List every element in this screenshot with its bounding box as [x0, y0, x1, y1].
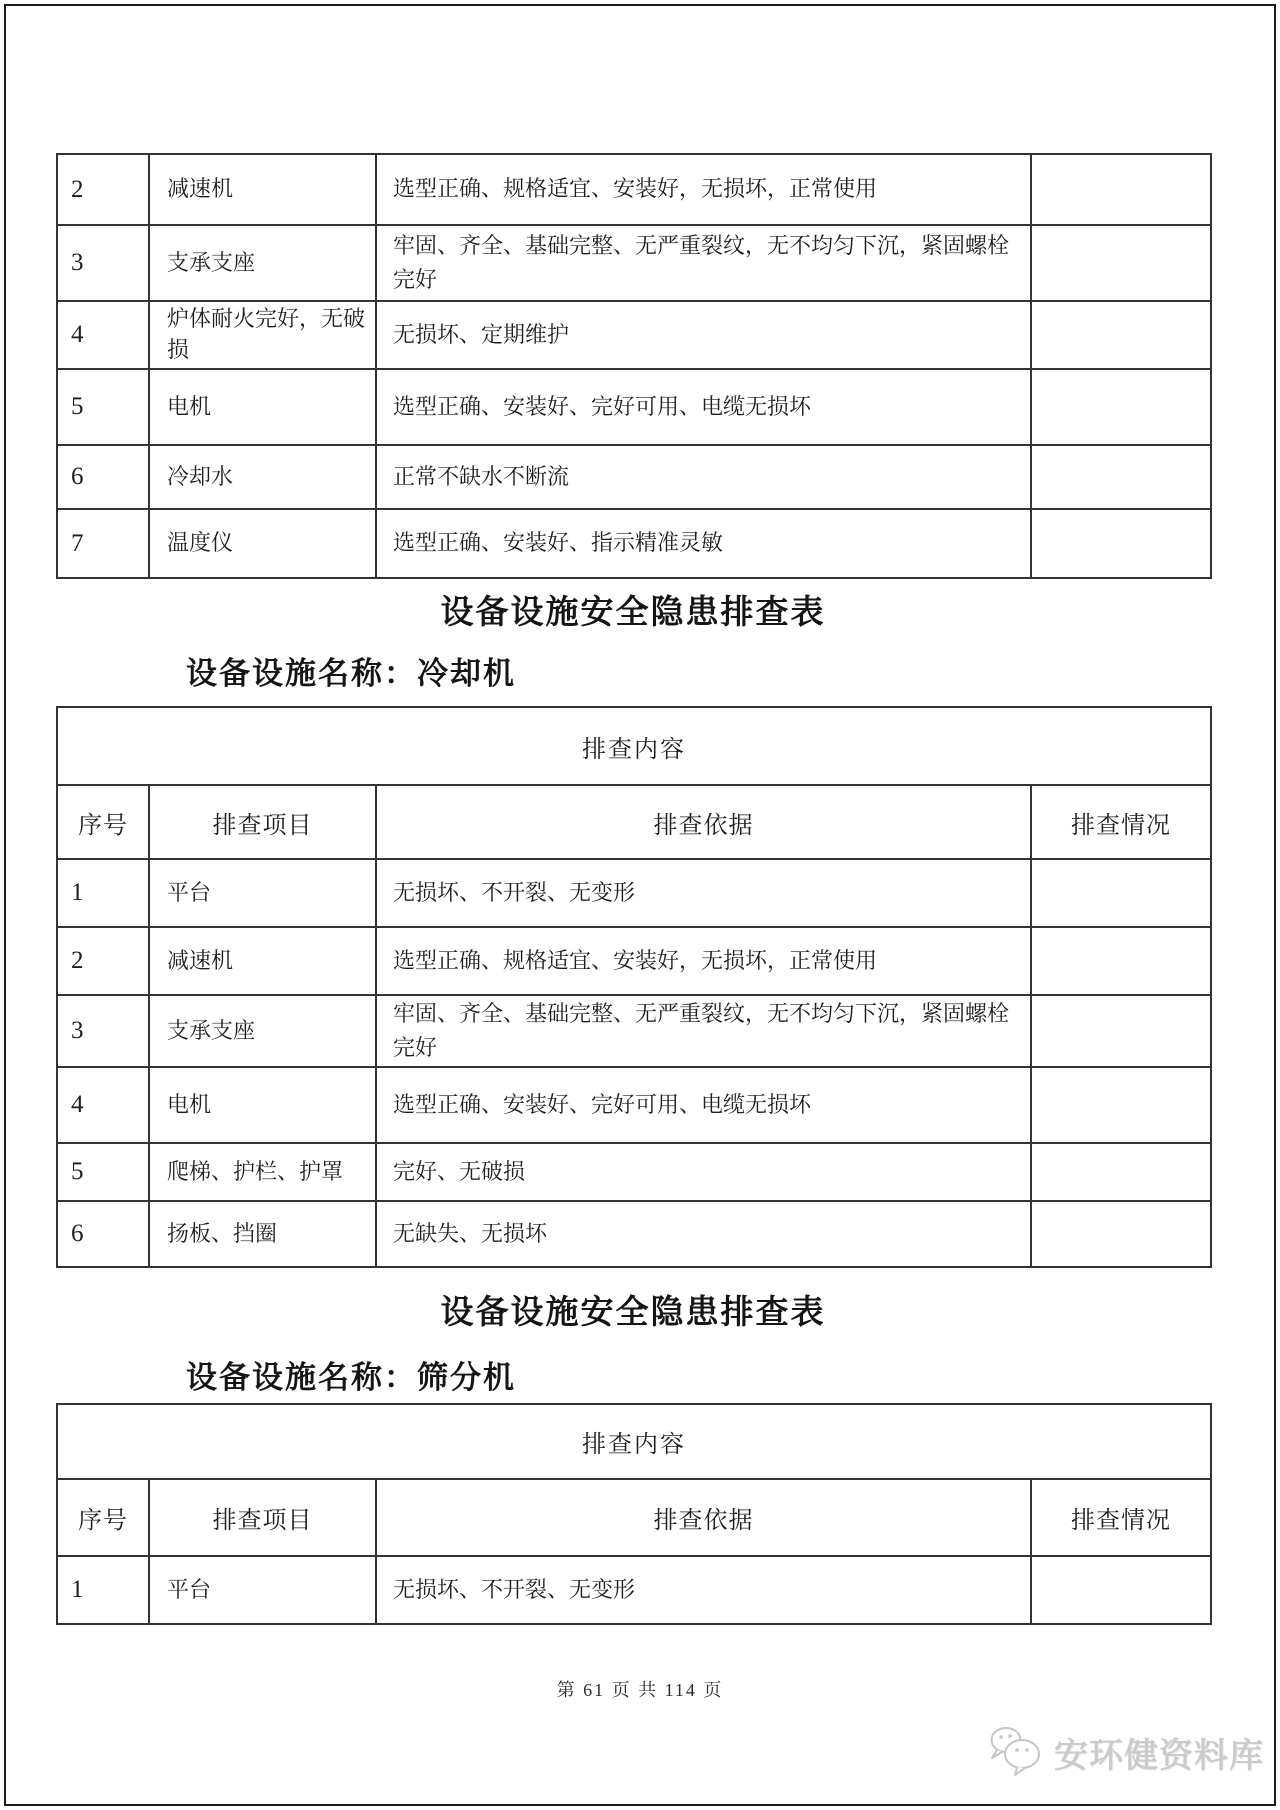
column-header-status: 排查情况 — [1031, 785, 1211, 859]
status-cell — [1031, 225, 1211, 301]
row-number-cell: 6 — [57, 1201, 149, 1267]
table-row — [57, 445, 1211, 509]
row-number-cell: 3 — [57, 995, 149, 1067]
status-cell — [1031, 509, 1211, 578]
basis-cell: 选型正确、规格适宜、安装好，无损坏，正常使用 — [376, 927, 1031, 995]
section-title: 设备设施安全隐患排查表 — [440, 1293, 826, 1330]
column-header-item: 排查项目 — [149, 785, 376, 859]
device-name-label: 设备设施名称：筛分机 — [186, 1360, 516, 1395]
table-row — [57, 995, 1211, 1067]
basis-cell: 选型正确、安装好、完好可用、电缆无损坏 — [376, 369, 1031, 445]
span-header-row — [57, 707, 1211, 785]
table-row — [57, 154, 1211, 225]
table-row — [57, 1143, 1211, 1201]
cooling-machine-table — [56, 706, 1212, 1268]
row-number-cell: 3 — [57, 225, 149, 301]
table-row — [57, 225, 1211, 301]
column-header-no: 序号 — [57, 785, 149, 859]
item-cell: 温度仪 — [149, 509, 376, 578]
span-header-row — [57, 1404, 1211, 1479]
wechat-icon — [986, 1724, 1044, 1781]
basis-cell: 选型正确、安装好、指示精准灵敏 — [376, 509, 1031, 578]
table-row — [57, 369, 1211, 445]
item-cell: 支承支座 — [149, 225, 376, 301]
item-cell: 平台 — [149, 859, 376, 927]
status-cell — [1031, 927, 1211, 995]
status-cell — [1031, 301, 1211, 369]
item-cell: 减速机 — [149, 154, 376, 225]
basis-cell: 无损坏、定期维护 — [376, 301, 1031, 369]
span-header-cell: 排查内容 — [57, 1404, 1211, 1479]
row-number-cell: 6 — [57, 445, 149, 509]
row-number-cell: 7 — [57, 509, 149, 578]
basis-cell: 无损坏、不开裂、无变形 — [376, 859, 1031, 927]
device-name-label: 设备设施名称：冷却机 — [186, 656, 516, 691]
watermark-label: 安环健资料库 — [1054, 1737, 1264, 1775]
inspection-table-continued — [56, 153, 1212, 579]
basis-cell: 牢固、齐全、基础完整、无严重裂纹，无不均匀下沉，紧固螺栓完好 — [376, 225, 1031, 301]
column-header-status: 排查情况 — [1031, 1479, 1211, 1556]
status-cell — [1031, 995, 1211, 1067]
basis-cell: 牢固、齐全、基础完整、无严重裂纹，无不均匀下沉，紧固螺栓完好 — [376, 995, 1031, 1067]
item-cell: 电机 — [149, 369, 376, 445]
row-number-cell: 2 — [57, 154, 149, 225]
basis-cell: 选型正确、安装好、完好可用、电缆无损坏 — [376, 1067, 1031, 1143]
row-number-cell: 1 — [57, 859, 149, 927]
item-cell: 支承支座 — [149, 995, 376, 1067]
screening-machine-table — [56, 1403, 1212, 1625]
page-number-footer: 第 61 页 共 114 页 — [556, 1680, 724, 1700]
table-row — [57, 1201, 1211, 1267]
span-header-cell: 排查内容 — [57, 707, 1211, 785]
item-cell: 爬梯、护栏、护罩 — [149, 1143, 376, 1201]
column-header-row — [57, 785, 1211, 859]
basis-cell: 无缺失、无损坏 — [376, 1201, 1031, 1267]
item-cell: 扬板、挡圈 — [149, 1201, 376, 1267]
column-header-basis: 排查依据 — [376, 785, 1031, 859]
column-header-basis: 排查依据 — [376, 1479, 1031, 1556]
item-cell: 电机 — [149, 1067, 376, 1143]
table-row — [57, 509, 1211, 578]
item-cell: 炉体耐火完好，无破损 — [149, 301, 376, 369]
item-cell: 冷却水 — [149, 445, 376, 509]
table-row — [57, 301, 1211, 369]
row-number-cell: 5 — [57, 1143, 149, 1201]
item-cell: 减速机 — [149, 927, 376, 995]
basis-cell: 无损坏、不开裂、无变形 — [376, 1556, 1031, 1624]
status-cell — [1031, 1201, 1211, 1267]
basis-cell: 完好、无破损 — [376, 1143, 1031, 1201]
row-number-cell: 1 — [57, 1556, 149, 1624]
status-cell — [1031, 1143, 1211, 1201]
row-number-cell: 2 — [57, 927, 149, 995]
status-cell — [1031, 859, 1211, 927]
table-row — [57, 927, 1211, 995]
row-number-cell: 4 — [57, 1067, 149, 1143]
status-cell — [1031, 369, 1211, 445]
table-row — [57, 1556, 1211, 1624]
row-number-cell: 4 — [57, 301, 149, 369]
section-title: 设备设施安全隐患排查表 — [440, 593, 826, 630]
column-header-row — [57, 1479, 1211, 1556]
table-row — [57, 1067, 1211, 1143]
column-header-no: 序号 — [57, 1479, 149, 1556]
watermark — [986, 1724, 1264, 1781]
status-cell — [1031, 445, 1211, 509]
row-number-cell: 5 — [57, 369, 149, 445]
basis-cell: 选型正确、规格适宜、安装好，无损坏，正常使用 — [376, 154, 1031, 225]
status-cell — [1031, 1067, 1211, 1143]
basis-cell: 正常不缺水不断流 — [376, 445, 1031, 509]
table-row — [57, 859, 1211, 927]
column-header-item: 排查项目 — [149, 1479, 376, 1556]
item-cell: 平台 — [149, 1556, 376, 1624]
status-cell — [1031, 1556, 1211, 1624]
status-cell — [1031, 154, 1211, 225]
